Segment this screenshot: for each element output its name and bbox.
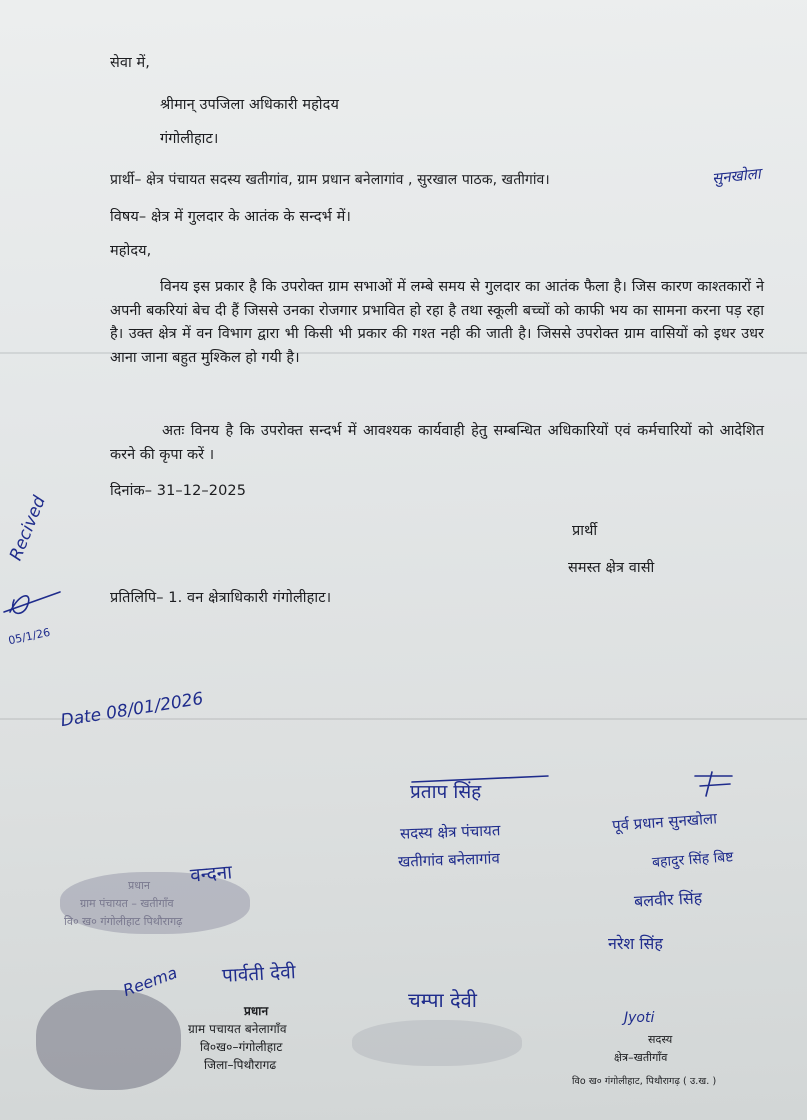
pratap-title-1: सदस्य क्षेत्र पंचायत	[399, 821, 501, 843]
signature-pratap: प्रताप सिंह	[410, 781, 482, 803]
stamp-faded	[352, 1020, 522, 1066]
signature-reema: Reema	[120, 962, 180, 1001]
applicant-line: प्रार्थी– क्षेत्र पंचायत सदस्य खतीगांव, ग्राम प्रधान बनेलागांव , सुरखाल पाठक, खतीगांव।	[110, 172, 550, 188]
pratap-title-2: खतीगांव बनेलागांव	[397, 849, 501, 871]
addressee-title: श्रीमान् उपजिला अधिकारी महोदय	[160, 97, 339, 113]
copy-to-line: प्रतिलिपि– 1. वन क्षेत्राधिकारी गंगोलीहाट।	[110, 590, 332, 606]
stamp-3-line-3: विo ख० गंगोलीहाट, पिथौरागढ़ ( उ.ख. )	[572, 1076, 717, 1087]
right-signature-2: बहादुर सिंह बिष्ट	[651, 849, 734, 871]
subject-line: विषय– क्षेत्र में गुलदार के आतंक के सन्दर्भ में।	[110, 209, 352, 225]
applicant-handwritten: सुनखोला	[711, 164, 762, 188]
addressee-place: गंगोलीहाट।	[160, 131, 219, 147]
right-signature-mark	[695, 772, 732, 796]
stamp-1-line-3: वि० ख० गंगोलीहाट पिथौरागढ़	[64, 915, 183, 928]
initial-line	[4, 592, 60, 612]
signature-label: प्रार्थी	[572, 523, 598, 539]
signature-parvati: पार्वती देवी	[221, 961, 297, 987]
stamp-3-line-2: क्षेत्र–खतीगाँव	[614, 1051, 668, 1064]
signature-champa: चम्पा देवी	[408, 988, 477, 1012]
stamp-2-line-4: जिला–पिथौरागढ	[204, 1058, 277, 1072]
stamp-1-line-2: ग्राम पंचायत – खतीगाँव	[80, 897, 174, 910]
body-paragraph-1: विनय इस प्रकार है कि उपरोक्त ग्राम सभाओं में लम्बे समय से गुलदार का आतंक फैला है। जिस कारण काश्तकारों ने अपनी बकरियां बेच दी हैं जिससे उनका रोजगार प्रभावित हो रहा है तथा स्कूली बच्चों को काफी भय का सामना करना पड़ रहा है। उक्त क्षेत्र में वन विभाग द्वारा भी किसी भी प्रकार की गश्त नही की जाती है। जिससे उपरोक्त ग्राम वासियों को इधर उधर आना जाना बहुत मुश्किल हो गयी है।	[110, 279, 764, 366]
signature-name: समस्त क्षेत्र वासी	[568, 560, 655, 576]
signature-jyoti: Jyoti	[624, 1010, 655, 1026]
stamp-2-line-3: वि०ख०–गंगोलीहाट	[200, 1040, 283, 1054]
date-annotation: Date 08/01/2026	[59, 688, 205, 732]
stamp-2-line-1: प्रधान	[244, 1004, 269, 1018]
body-paragraph-2: अतः विनय है कि उपरोक्त सन्दर्भ में आवश्यक कार्यवाही हेतु सम्बन्धित अधिकारियों एवं कर्मचारियों को आदेशित करने की कृपा करें ।	[110, 423, 764, 463]
received-note: Recived	[6, 493, 50, 564]
stamp-banelagaon-seal	[36, 990, 181, 1090]
salutation: महोदय,	[110, 243, 152, 259]
stamp-2-line-2: ग्राम पचायत बनेलागाँव	[188, 1022, 287, 1036]
received-date: 05/1/26	[7, 625, 52, 648]
signature-vandana: वन्दना	[189, 861, 233, 887]
right-signature-1: पूर्व प्रधान सुनखोला	[611, 809, 718, 835]
right-signature-4: नरेश सिंह	[608, 934, 663, 953]
date-line: दिनांक– 31–12–2025	[110, 483, 247, 499]
right-signature-3: बलवीर सिंह	[633, 888, 703, 911]
salutation-to: सेवा में,	[110, 55, 151, 71]
stamp-1-line-1: प्रधान	[128, 879, 150, 892]
stamp-3-line-1: सदस्य	[648, 1033, 673, 1046]
